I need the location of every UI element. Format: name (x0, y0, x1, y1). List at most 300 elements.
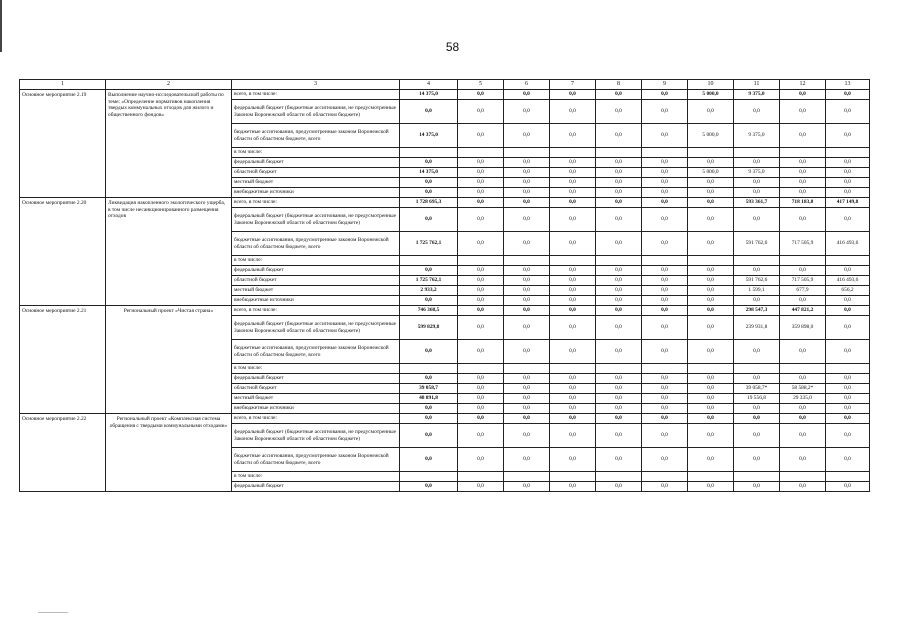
amount-cell (596, 256, 642, 266)
amount-cell: 0,0 (550, 404, 596, 414)
amount-cell: 0,0 (400, 188, 458, 198)
amount-cell: 0,0 (550, 208, 596, 232)
amount-cell: 0,0 (688, 158, 734, 168)
amount-cell: 0,0 (550, 316, 596, 340)
amount-cell: 0,0 (688, 448, 734, 472)
amount-cell: 0,0 (826, 306, 870, 316)
amount-cell (400, 472, 458, 482)
amount-cell: 1 725 762,1 (400, 232, 458, 256)
funding-source: бюджетные ассигнования, предусмотренные законом Воронежской области об областном бюджете, всего (232, 448, 400, 472)
amount-cell: 0,0 (688, 266, 734, 276)
amount-cell: 0,0 (504, 404, 550, 414)
amount-cell: 0,0 (780, 266, 826, 276)
amount-cell: 0,0 (734, 374, 780, 384)
amount-cell: 0,0 (400, 448, 458, 472)
funding-source: всего, в том числе: (232, 198, 400, 208)
amount-cell: 0,0 (780, 100, 826, 124)
amount-cell: 0,0 (780, 374, 826, 384)
amount-cell: 0,0 (688, 276, 734, 286)
amount-cell (688, 148, 734, 158)
amount-cell: 0,0 (596, 286, 642, 296)
amount-cell: 0,0 (458, 296, 504, 306)
amount-cell: 656,2 (826, 286, 870, 296)
amount-cell: 0,0 (734, 266, 780, 276)
amount-cell (504, 256, 550, 266)
amount-cell: 0,0 (780, 188, 826, 198)
amount-cell (780, 472, 826, 482)
amount-cell: 0,0 (458, 266, 504, 276)
amount-cell: 0,0 (780, 414, 826, 424)
amount-cell: 717 505,9 (780, 232, 826, 256)
amount-cell (642, 472, 688, 482)
funding-source: федеральный бюджет (бюджетные ассигнования, не предусмотренные Законом Воронежской области об областном бюджете) (232, 316, 400, 340)
amount-cell (550, 364, 596, 374)
activity-label: Основное мероприятие 2.22 (20, 414, 106, 492)
funding-source: областной бюджет (232, 384, 400, 394)
amount-cell: 0,0 (596, 316, 642, 340)
amount-cell (734, 364, 780, 374)
funding-source: бюджетные ассигнования, предусмотренные законом Воронежской области об областном бюджете, всего (232, 232, 400, 256)
amount-cell: 0,0 (596, 276, 642, 286)
scan-artifact (38, 612, 68, 613)
amount-cell: 0,0 (504, 286, 550, 296)
amount-cell: 746 368,5 (400, 306, 458, 316)
amount-cell: 0,0 (550, 178, 596, 188)
activity-label: Основное мероприятие 2.21 (20, 306, 106, 414)
amount-cell: 0,0 (826, 424, 870, 448)
amount-cell: 599 829,8 (400, 316, 458, 340)
amount-cell: 0,0 (504, 124, 550, 148)
funding-source: местный бюджет (232, 394, 400, 404)
amount-cell: 0,0 (642, 424, 688, 448)
amount-cell: 0,0 (780, 482, 826, 492)
amount-cell: 0,0 (550, 306, 596, 316)
amount-cell: 0,0 (826, 100, 870, 124)
amount-cell: 0,0 (400, 296, 458, 306)
amount-cell: 0,0 (642, 158, 688, 168)
amount-cell: 0,0 (596, 340, 642, 364)
column-number: 3 (232, 80, 400, 90)
funding-source: федеральный бюджет (бюджетные ассигнования, не предусмотренные Законом Воронежской области об областном бюджете) (232, 100, 400, 124)
funding-source: всего, в том числе: (232, 306, 400, 316)
amount-cell: 239 931,8 (734, 316, 780, 340)
amount-cell: 0,0 (458, 100, 504, 124)
column-number: 12 (780, 80, 826, 90)
amount-cell: 0,0 (826, 168, 870, 178)
amount-cell: 0,0 (688, 188, 734, 198)
amount-cell: 0,0 (504, 208, 550, 232)
amount-cell: 0,0 (642, 266, 688, 276)
amount-cell: 0,0 (642, 276, 688, 286)
activity-label: Основное мероприятие 2.19 (20, 90, 106, 198)
amount-cell: 0,0 (504, 158, 550, 168)
amount-cell: 0,0 (504, 168, 550, 178)
budget-table (19, 79, 870, 492)
amount-cell: 0,0 (826, 384, 870, 394)
amount-cell: 0,0 (826, 482, 870, 492)
amount-cell: 0,0 (550, 394, 596, 404)
column-number: 11 (734, 80, 780, 90)
funding-source: в том числе: (232, 148, 400, 158)
amount-cell: 0,0 (734, 208, 780, 232)
amount-cell: 0,0 (458, 198, 504, 208)
amount-cell: 0,0 (596, 394, 642, 404)
column-number: 7 (550, 80, 596, 90)
amount-cell: 0,0 (400, 178, 458, 188)
amount-cell: 0,0 (688, 286, 734, 296)
column-number: 6 (504, 80, 550, 90)
amount-cell (642, 256, 688, 266)
amount-cell: 0,0 (504, 394, 550, 404)
amount-cell: 0,0 (596, 232, 642, 256)
amount-cell (826, 472, 870, 482)
amount-cell: 0,0 (780, 340, 826, 364)
amount-cell: 0,0 (688, 232, 734, 256)
amount-cell: 0,0 (642, 394, 688, 404)
amount-cell: 0,0 (734, 178, 780, 188)
amount-cell: 39 058,7 (400, 384, 458, 394)
funding-source: внебюджетные источники (232, 296, 400, 306)
amount-cell: 0,0 (688, 374, 734, 384)
amount-cell (504, 472, 550, 482)
column-number: 10 (688, 80, 734, 90)
amount-cell: 0,0 (400, 340, 458, 364)
amount-cell: 0,0 (596, 448, 642, 472)
amount-cell: 0,0 (596, 404, 642, 414)
amount-cell: 591 762,6 (734, 232, 780, 256)
amount-cell: 0,0 (504, 90, 550, 100)
amount-cell: 0,0 (780, 404, 826, 414)
funding-source: внебюджетные источники (232, 188, 400, 198)
amount-cell: 0,0 (458, 178, 504, 188)
amount-cell: 0,0 (504, 374, 550, 384)
amount-cell: 0,0 (596, 158, 642, 168)
amount-cell: 0,0 (550, 198, 596, 208)
amount-cell: 0,0 (550, 232, 596, 256)
amount-cell (550, 148, 596, 158)
funding-source: в том числе: (232, 256, 400, 266)
funding-source: федеральный бюджет (бюджетные ассигнования, не предусмотренные Законом Воронежской области об областном бюджете) (232, 424, 400, 448)
amount-cell: 0,0 (688, 178, 734, 188)
amount-cell: 0,0 (642, 404, 688, 414)
funding-source: федеральный бюджет (232, 374, 400, 384)
amount-cell: 0,0 (550, 276, 596, 286)
amount-cell (596, 148, 642, 158)
amount-cell: 0,0 (596, 168, 642, 178)
amount-cell: 2 933,2 (400, 286, 458, 296)
funding-source: бюджетные ассигнования, предусмотренные законом Воронежской области об областном бюджете, всего (232, 340, 400, 364)
amount-cell: 0,0 (688, 340, 734, 364)
amount-cell: 0,0 (826, 90, 870, 100)
amount-cell: 0,0 (400, 414, 458, 424)
amount-cell: 0,0 (688, 424, 734, 448)
amount-cell: 0,0 (504, 448, 550, 472)
amount-cell: 417 149,8 (826, 198, 870, 208)
amount-cell: 0,0 (596, 178, 642, 188)
amount-cell: 0,0 (400, 424, 458, 448)
amount-cell: 0,0 (642, 198, 688, 208)
amount-cell: 0,0 (826, 266, 870, 276)
amount-cell: 58 588,2* (780, 384, 826, 394)
amount-cell: 677,9 (780, 286, 826, 296)
amount-cell: 0,0 (826, 208, 870, 232)
amount-cell: 0,0 (400, 404, 458, 414)
amount-cell: 9 375,0 (734, 90, 780, 100)
amount-cell: 0,0 (596, 482, 642, 492)
amount-cell: 0,0 (826, 404, 870, 414)
amount-cell: 0,0 (458, 158, 504, 168)
amount-cell: 0,0 (550, 374, 596, 384)
amount-cell: 0,0 (642, 208, 688, 232)
funding-source: федеральный бюджет (бюджетные ассигнования, не предусмотренные Законом Воронежской области об областном бюджете) (232, 208, 400, 232)
table-row (20, 198, 870, 208)
column-number: 13 (826, 80, 870, 90)
amount-cell: 0,0 (550, 384, 596, 394)
amount-cell: 0,0 (642, 296, 688, 306)
amount-cell: 0,0 (734, 188, 780, 198)
amount-cell: 359 898,0 (780, 316, 826, 340)
amount-cell: 0,0 (596, 208, 642, 232)
amount-cell: 0,0 (458, 384, 504, 394)
amount-cell: 0,0 (826, 394, 870, 404)
amount-cell (826, 256, 870, 266)
funding-source: всего, в том числе: (232, 90, 400, 100)
amount-cell: 0,0 (826, 296, 870, 306)
amount-cell: 0,0 (596, 424, 642, 448)
amount-cell: 0,0 (642, 316, 688, 340)
table-row (20, 90, 870, 100)
amount-cell (550, 256, 596, 266)
amount-cell: 416 493,6 (826, 276, 870, 286)
amount-cell: 0,0 (642, 306, 688, 316)
amount-cell: 0,0 (688, 414, 734, 424)
amount-cell: 0,0 (550, 482, 596, 492)
amount-cell (458, 364, 504, 374)
amount-cell: 0,0 (458, 414, 504, 424)
amount-cell (400, 364, 458, 374)
activity-name: Региональный проект «Чистая страна» (106, 306, 232, 414)
amount-cell: 0,0 (458, 124, 504, 148)
amount-cell: 0,0 (688, 482, 734, 492)
amount-cell: 0,0 (550, 340, 596, 364)
amount-cell: 0,0 (458, 232, 504, 256)
amount-cell (504, 364, 550, 374)
column-number: 2 (106, 80, 232, 90)
amount-cell: 0,0 (596, 188, 642, 198)
amount-cell: 0,0 (458, 404, 504, 414)
amount-cell: 0,0 (734, 100, 780, 124)
amount-cell: 0,0 (550, 158, 596, 168)
amount-cell: 0,0 (458, 168, 504, 178)
amount-cell: 0,0 (688, 404, 734, 414)
amount-cell: 0,0 (642, 188, 688, 198)
amount-cell: 0,0 (550, 296, 596, 306)
amount-cell: 0,0 (642, 448, 688, 472)
activity-name: Выполнение научно-исследовательской работы по теме: «Определение нормативов накопления твердых коммунальных отходов для жилого и общественного фондов» (106, 90, 232, 198)
amount-cell: 14 375,0 (400, 90, 458, 100)
amount-cell: 0,0 (458, 374, 504, 384)
amount-cell: 0,0 (642, 384, 688, 394)
amount-cell: 416 493,6 (826, 232, 870, 256)
amount-cell: 0,0 (642, 374, 688, 384)
amount-cell: 0,0 (780, 158, 826, 168)
amount-cell: 0,0 (504, 276, 550, 286)
amount-cell: 0,0 (688, 384, 734, 394)
amount-cell: 0,0 (826, 178, 870, 188)
amount-cell: 0,0 (826, 158, 870, 168)
amount-cell: 0,0 (504, 296, 550, 306)
funding-source: всего, в том числе: (232, 414, 400, 424)
amount-cell: 0,0 (550, 286, 596, 296)
amount-cell: 0,0 (734, 340, 780, 364)
table-row (20, 414, 870, 424)
column-number: 9 (642, 80, 688, 90)
column-number: 5 (458, 80, 504, 90)
amount-cell: 0,0 (826, 374, 870, 384)
column-number: 1 (20, 80, 106, 90)
amount-cell: 0,0 (504, 266, 550, 276)
amount-cell: 0,0 (458, 340, 504, 364)
amount-cell: 0,0 (504, 482, 550, 492)
amount-cell: 0,0 (734, 414, 780, 424)
amount-cell (780, 364, 826, 374)
amount-cell: 0,0 (458, 424, 504, 448)
amount-cell: 0,0 (504, 188, 550, 198)
amount-cell: 0,0 (400, 208, 458, 232)
amount-cell: 0,0 (596, 296, 642, 306)
amount-cell: 0,0 (688, 316, 734, 340)
funding-source: областной бюджет (232, 276, 400, 286)
amount-cell: 0,0 (550, 168, 596, 178)
amount-cell: 0,0 (550, 448, 596, 472)
amount-cell (734, 256, 780, 266)
amount-cell: 0,0 (826, 340, 870, 364)
funding-source: областной бюджет (232, 168, 400, 178)
amount-cell (504, 148, 550, 158)
amount-cell: 0,0 (780, 448, 826, 472)
amount-cell: 0,0 (504, 198, 550, 208)
amount-cell: 14 375,0 (400, 168, 458, 178)
amount-cell (734, 472, 780, 482)
amount-cell: 0,0 (458, 394, 504, 404)
amount-cell (550, 472, 596, 482)
amount-cell: 0,0 (642, 286, 688, 296)
amount-cell: 0,0 (688, 100, 734, 124)
amount-cell: 0,0 (550, 124, 596, 148)
amount-cell: 0,0 (596, 266, 642, 276)
amount-cell: 0,0 (458, 208, 504, 232)
amount-cell: 0,0 (642, 124, 688, 148)
amount-cell: 0,0 (826, 414, 870, 424)
amount-cell: 0,0 (596, 100, 642, 124)
amount-cell (688, 256, 734, 266)
amount-cell: 0,0 (550, 266, 596, 276)
funding-source: бюджетные ассигнования, предусмотренные законом Воронежской области об областном бюджете, всего (232, 124, 400, 148)
amount-cell (826, 364, 870, 374)
amount-cell (458, 472, 504, 482)
amount-cell: 0,0 (458, 90, 504, 100)
amount-cell: 0,0 (458, 306, 504, 316)
amount-cell: 5 000,0 (688, 90, 734, 100)
amount-cell: 0,0 (504, 178, 550, 188)
amount-cell (642, 364, 688, 374)
funding-source: внебюджетные источники (232, 404, 400, 414)
amount-cell: 1 725 762,1 (400, 276, 458, 286)
amount-cell: 0,0 (826, 124, 870, 148)
amount-cell: 0,0 (734, 296, 780, 306)
amount-cell: 0,0 (400, 100, 458, 124)
amount-cell (780, 148, 826, 158)
amount-cell: 0,0 (550, 100, 596, 124)
amount-cell: 0,0 (596, 198, 642, 208)
amount-cell: 0,0 (400, 374, 458, 384)
amount-cell: 0,0 (780, 296, 826, 306)
column-number: 8 (596, 80, 642, 90)
amount-cell (400, 256, 458, 266)
column-number: 4 (400, 80, 458, 90)
amount-cell: 0,0 (642, 178, 688, 188)
amount-cell (458, 148, 504, 158)
amount-cell: 0,0 (400, 158, 458, 168)
amount-cell: 0,0 (826, 316, 870, 340)
activity-label: Основное мероприятие 2.20 (20, 198, 106, 306)
amount-cell: 0,0 (688, 394, 734, 404)
amount-cell: 0,0 (596, 414, 642, 424)
amount-cell: 0,0 (400, 482, 458, 492)
amount-cell: 0,0 (780, 178, 826, 188)
amount-cell: 0,0 (642, 414, 688, 424)
funding-source: федеральный бюджет (232, 158, 400, 168)
amount-cell: 0,0 (826, 448, 870, 472)
amount-cell (642, 148, 688, 158)
amount-cell: 0,0 (596, 384, 642, 394)
amount-cell: 0,0 (458, 276, 504, 286)
amount-cell: 718 183,8 (780, 198, 826, 208)
amount-cell: 0,0 (642, 482, 688, 492)
amount-cell: 0,0 (734, 404, 780, 414)
amount-cell (458, 256, 504, 266)
funding-source: в том числе: (232, 364, 400, 374)
amount-cell: 0,0 (642, 340, 688, 364)
amount-cell: 0,0 (642, 100, 688, 124)
amount-cell: 9 375,0 (734, 168, 780, 178)
amount-cell: 0,0 (780, 90, 826, 100)
amount-cell (400, 148, 458, 158)
amount-cell: 0,0 (400, 266, 458, 276)
funding-source: федеральный бюджет (232, 266, 400, 276)
activity-name: Ликвидация накопленного экологического ущерба, в том числе несанкционированного размещения отходов (106, 198, 232, 306)
amount-cell: 0,0 (550, 90, 596, 100)
amount-cell (596, 364, 642, 374)
amount-cell: 9 375,0 (734, 124, 780, 148)
amount-cell: 19 556,8 (734, 394, 780, 404)
amount-cell: 0,0 (550, 414, 596, 424)
amount-cell: 1 599,1 (734, 286, 780, 296)
amount-cell: 14 375,0 (400, 124, 458, 148)
amount-cell: 0,0 (734, 482, 780, 492)
amount-cell: 0,0 (504, 316, 550, 340)
amount-cell (734, 148, 780, 158)
amount-cell: 0,0 (596, 374, 642, 384)
amount-cell: 39 058,7* (734, 384, 780, 394)
amount-cell (780, 256, 826, 266)
amount-cell: 0,0 (688, 208, 734, 232)
amount-cell: 0,0 (642, 232, 688, 256)
amount-cell: 0,0 (688, 296, 734, 306)
amount-cell: 0,0 (780, 124, 826, 148)
amount-cell: 0,0 (458, 286, 504, 296)
amount-cell: 0,0 (780, 424, 826, 448)
